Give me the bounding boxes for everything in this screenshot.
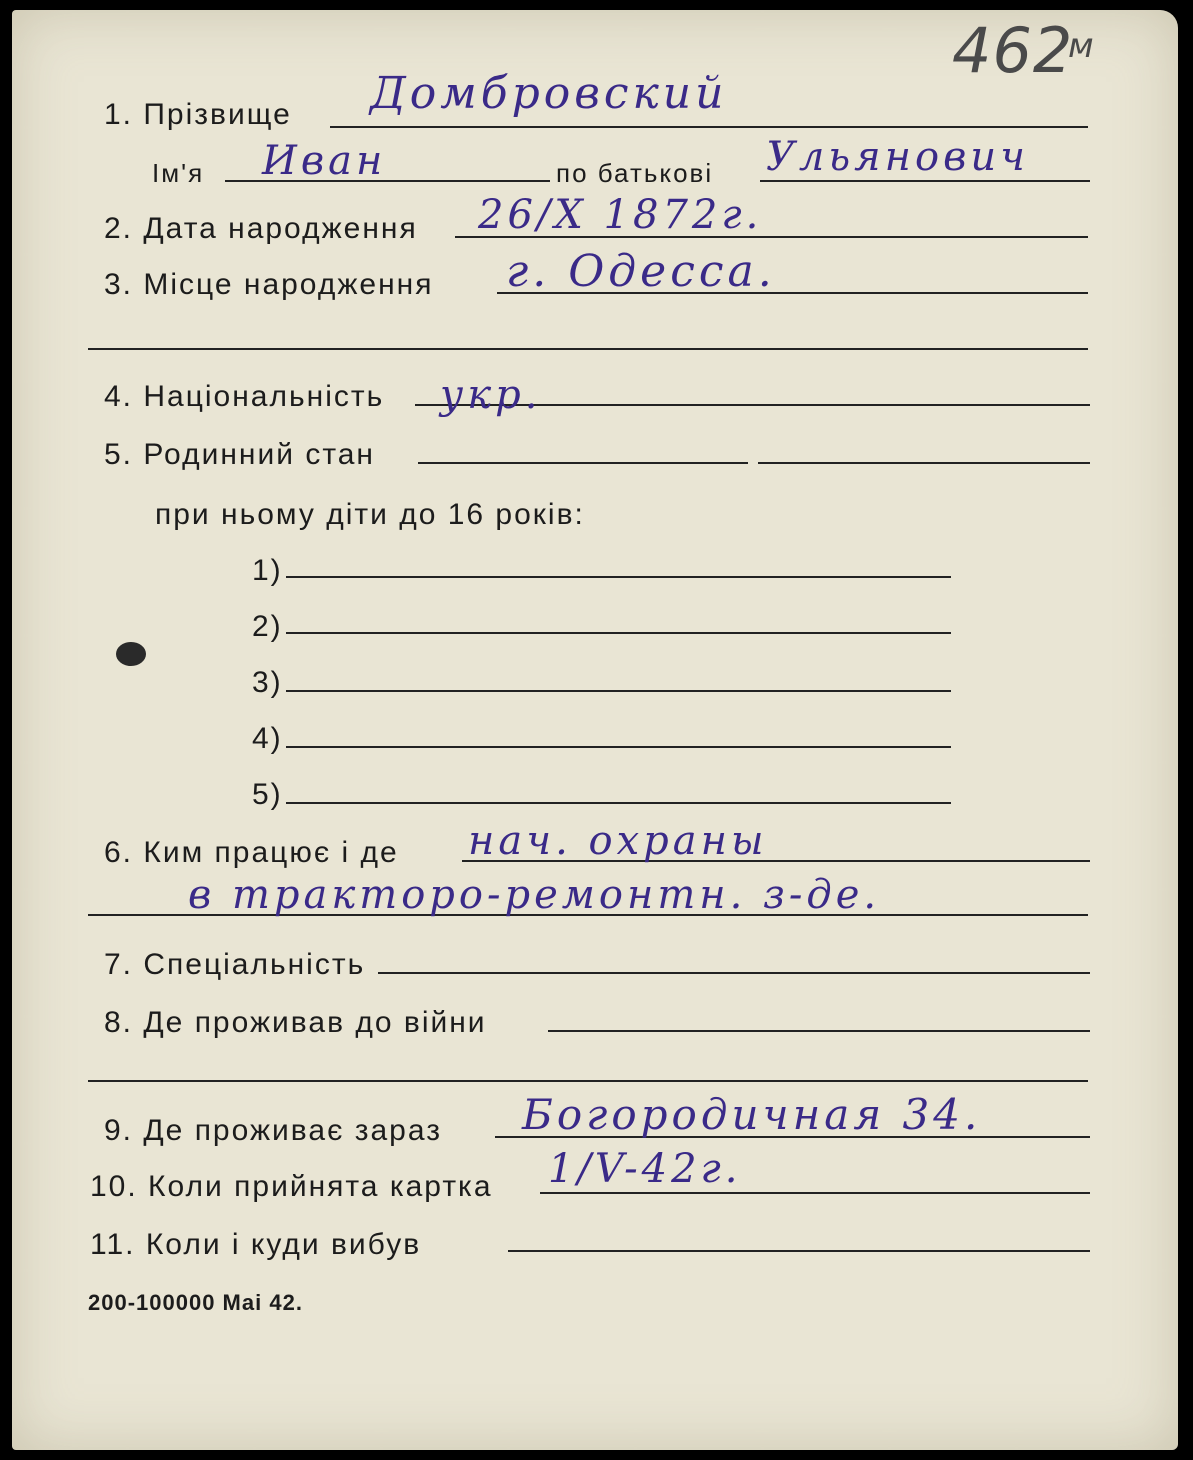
field-family-line-a xyxy=(418,462,748,464)
punch-hole xyxy=(116,642,146,666)
field-nationality-value: укр. xyxy=(440,372,542,418)
field-card-date-line xyxy=(540,1192,1090,1194)
field-current-address-value: Богородичная 34. xyxy=(522,1090,982,1139)
field-birthdate-value: 26/X 1872г. xyxy=(478,192,763,238)
field-specialty-label: 7. Спеціальність xyxy=(104,948,366,981)
field-prewar-line xyxy=(548,1030,1090,1032)
child-5-line xyxy=(286,802,951,804)
field-birthplace-value: г. Одесса. xyxy=(506,246,776,297)
field-patronymic-line xyxy=(760,180,1090,182)
field-prewar-label: 8. Де проживав до війни xyxy=(104,1006,487,1039)
archive-number-suffix: м xyxy=(1068,26,1094,66)
field-surname-value: Домбровский xyxy=(370,68,728,119)
child-3-line xyxy=(286,690,951,692)
field-work-value-1: нач. охраны xyxy=(468,818,768,864)
field-name-label: Ім'я xyxy=(152,158,205,188)
field-prewar-line-2 xyxy=(88,1080,1088,1082)
field-surname-line xyxy=(330,126,1088,128)
field-patronymic-value: Ульянович xyxy=(766,134,1029,180)
field-family-line-b xyxy=(758,462,1090,464)
field-patronymic-label: по батькові xyxy=(556,158,714,188)
child-1-line xyxy=(286,576,951,578)
field-work-label: 6. Ким працює і де xyxy=(104,836,399,869)
field-departure-line xyxy=(508,1250,1090,1252)
child-5-label: 5) xyxy=(252,778,283,811)
children-label: при ньому діти до 16 років: xyxy=(155,498,585,531)
field-work-value-2: в тракторо-ремонтн. з-де. xyxy=(188,872,881,918)
field-departure-label: 11. Коли і куди вибув xyxy=(90,1228,422,1261)
archive-number: 462 xyxy=(952,14,1074,87)
field-nationality-label: 4. Національність xyxy=(104,380,385,413)
field-birthplace-label: 3. Місце народження xyxy=(104,268,434,301)
field-specialty-line xyxy=(378,972,1090,974)
child-2-line xyxy=(286,632,951,634)
child-1-label: 1) xyxy=(252,554,283,587)
field-card-date-label: 10. Коли прийнята картка xyxy=(90,1170,493,1203)
print-run-footer: 200-100000 Mai 42. xyxy=(88,1290,303,1315)
field-birthplace-line-2 xyxy=(88,348,1088,350)
field-birthdate-label: 2. Дата народження xyxy=(104,212,418,245)
child-4-label: 4) xyxy=(252,722,283,755)
child-2-label: 2) xyxy=(252,610,283,643)
field-surname-label: 1. Прізвище xyxy=(104,98,292,131)
field-name-value: Иван xyxy=(262,138,387,184)
field-card-date-value: 1/V-42г. xyxy=(548,1146,742,1192)
child-4-line xyxy=(286,746,951,748)
child-3-label: 3) xyxy=(252,666,283,699)
field-current-address-label: 9. Де проживає зараз xyxy=(104,1114,442,1147)
field-family-label: 5. Родинний стан xyxy=(104,438,375,471)
